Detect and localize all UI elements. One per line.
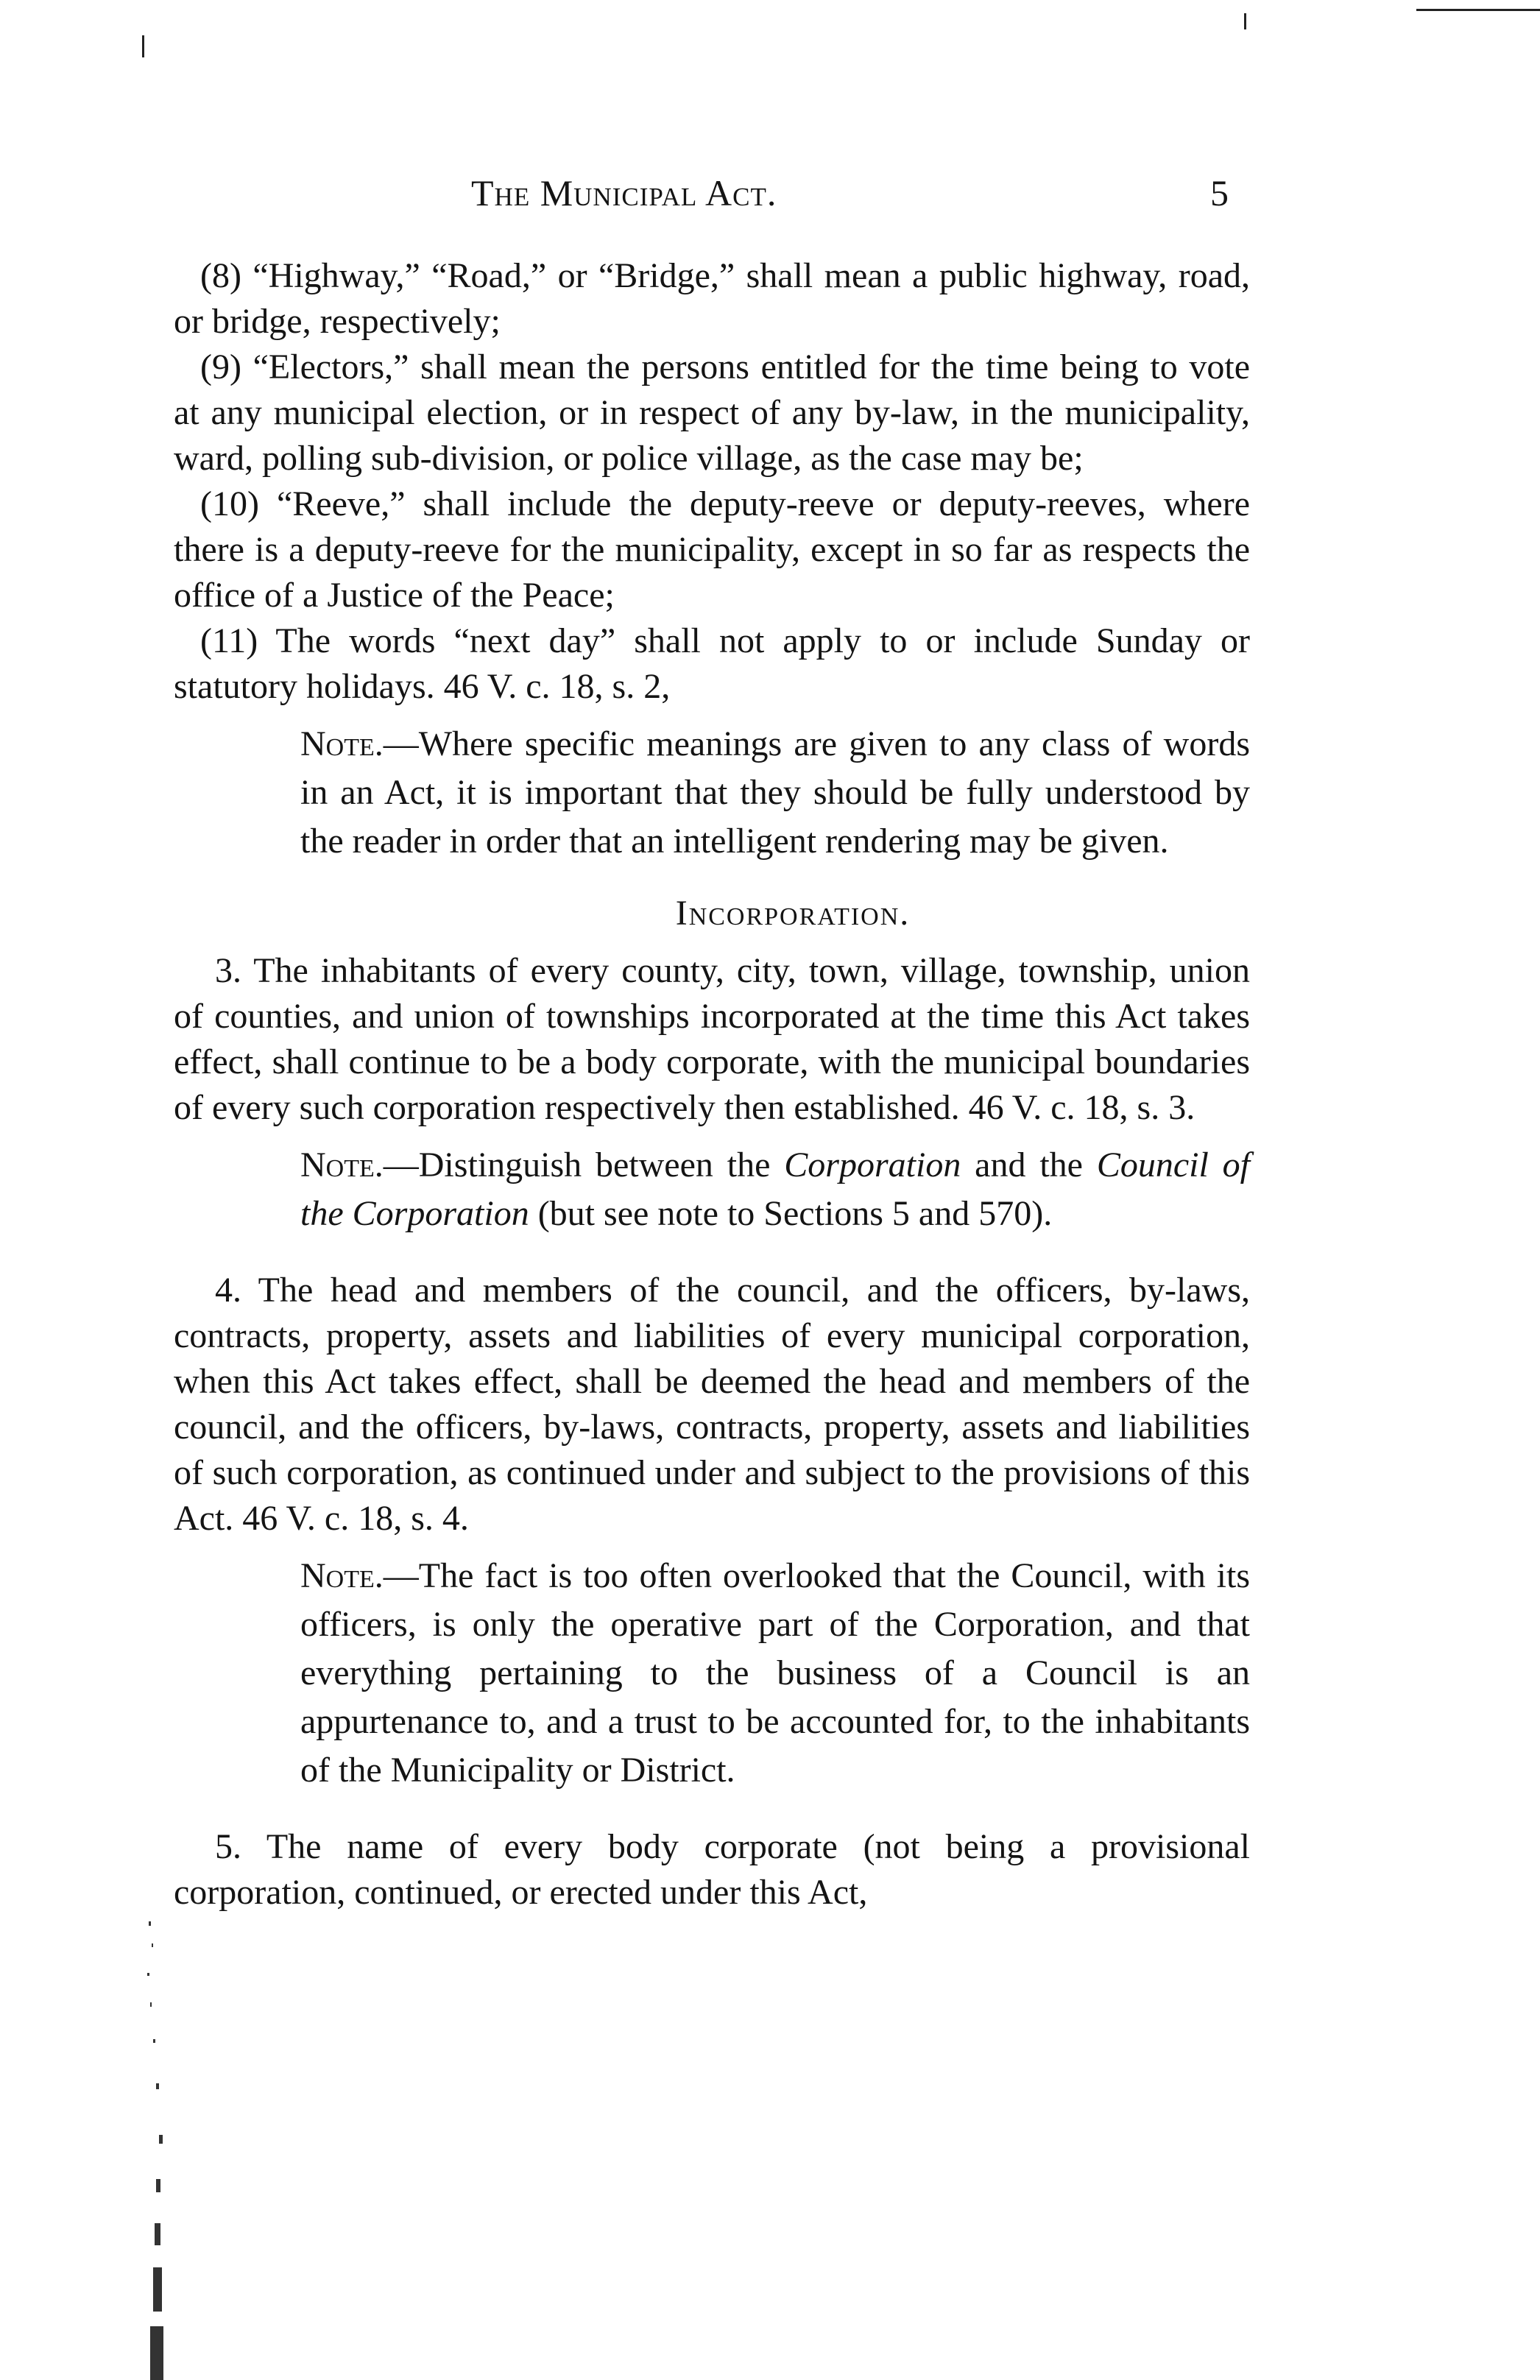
note-text: —Distinguish between the (383, 1145, 785, 1184)
running-title: The Municipal Act. (471, 172, 777, 213)
page-number: 5 (1210, 172, 1229, 213)
paragraph-9: (9) “Electors,” shall mean the persons entitled for the time being to vote at any municipal election, or in respect of any by-law, in the municipality, ward, polling sub-division, or police village, as the case may be; (174, 347, 1250, 478)
italic-term: Corporation (784, 1145, 961, 1184)
note-text: —The fact is too often overlooked that the Council, with its officers, is only the operative part of the Corporation, and that everything pertaining to the business of a Council is an appurtenance to, and a trust to be accounted for, to the inhabitants of the Municipality or District. (300, 1556, 1250, 1790)
body-text (174, 253, 1250, 1915)
note-label: Note. (300, 724, 384, 763)
note-corporation (300, 1141, 1250, 1238)
top-rule (1416, 9, 1540, 11)
paragraph-8: (8) “Highway,” “Road,” or “Bridge,” shall mean a public highway, road, or bridge, respectively; (174, 256, 1250, 341)
italic-term: Council of the Corporation (300, 1145, 1251, 1233)
paragraph-10: (10) “Reeve,” shall include the deputy-reeve or deputy-reeves, where there is a deputy-reeve for the municipality, except in so far as respects the office of a Justice of the Peace; (174, 484, 1250, 615)
section-5: 5. The name of every body corporate (not being a provisional corporation, continued, or erected under this Act, (174, 1827, 1250, 1912)
spacer (174, 1805, 1250, 1824)
scan-edge-artifact (134, 1914, 178, 2380)
note-text: (but see note to Sections 5 and 570). (529, 1194, 1053, 1233)
section-3: 3. The inhabitants of every county, city, town, village, township, union of counties, and union of townships incorporated at the time this Act takes effect, shall continue to be a body corporate, with the municipal boundaries of every such corporation respectively then established. 46 V. c. 18, s. 3. (174, 951, 1250, 1127)
section-4: 4. The head and members of the council, and the officers, by-laws, contracts, property, assets and liabilities of every municipal corporation, when this Act takes effect, shall be deemed the head and members of the council, and the officers, by-laws, contracts, property, assets and liabilities of such corporation, as continued under and subject to the provisions of this Act. 46 V. c. 18, s. 4. (174, 1271, 1250, 1538)
section-heading-incorporation: Incorporation. (675, 894, 911, 933)
note-text: —Where specific meanings are given to any class of words in an Act, it is important that they should be fully understood by the reader in order that an intelligent rendering may be given. (300, 724, 1250, 861)
spacer (174, 1249, 1250, 1268)
scan-mark (1244, 13, 1246, 29)
note-text: and the (961, 1145, 1097, 1184)
note-label: Note. (300, 1556, 384, 1595)
note-definitions (300, 720, 1250, 866)
note-label: Note. (300, 1145, 384, 1184)
running-header (471, 172, 1229, 214)
note-council (300, 1552, 1250, 1795)
scan-mark (142, 35, 144, 57)
paragraph-11: (11) The words “next day” shall not apply to or include Sunday or statutory holidays. 46 V. c. 18, s. 2, (174, 621, 1250, 706)
